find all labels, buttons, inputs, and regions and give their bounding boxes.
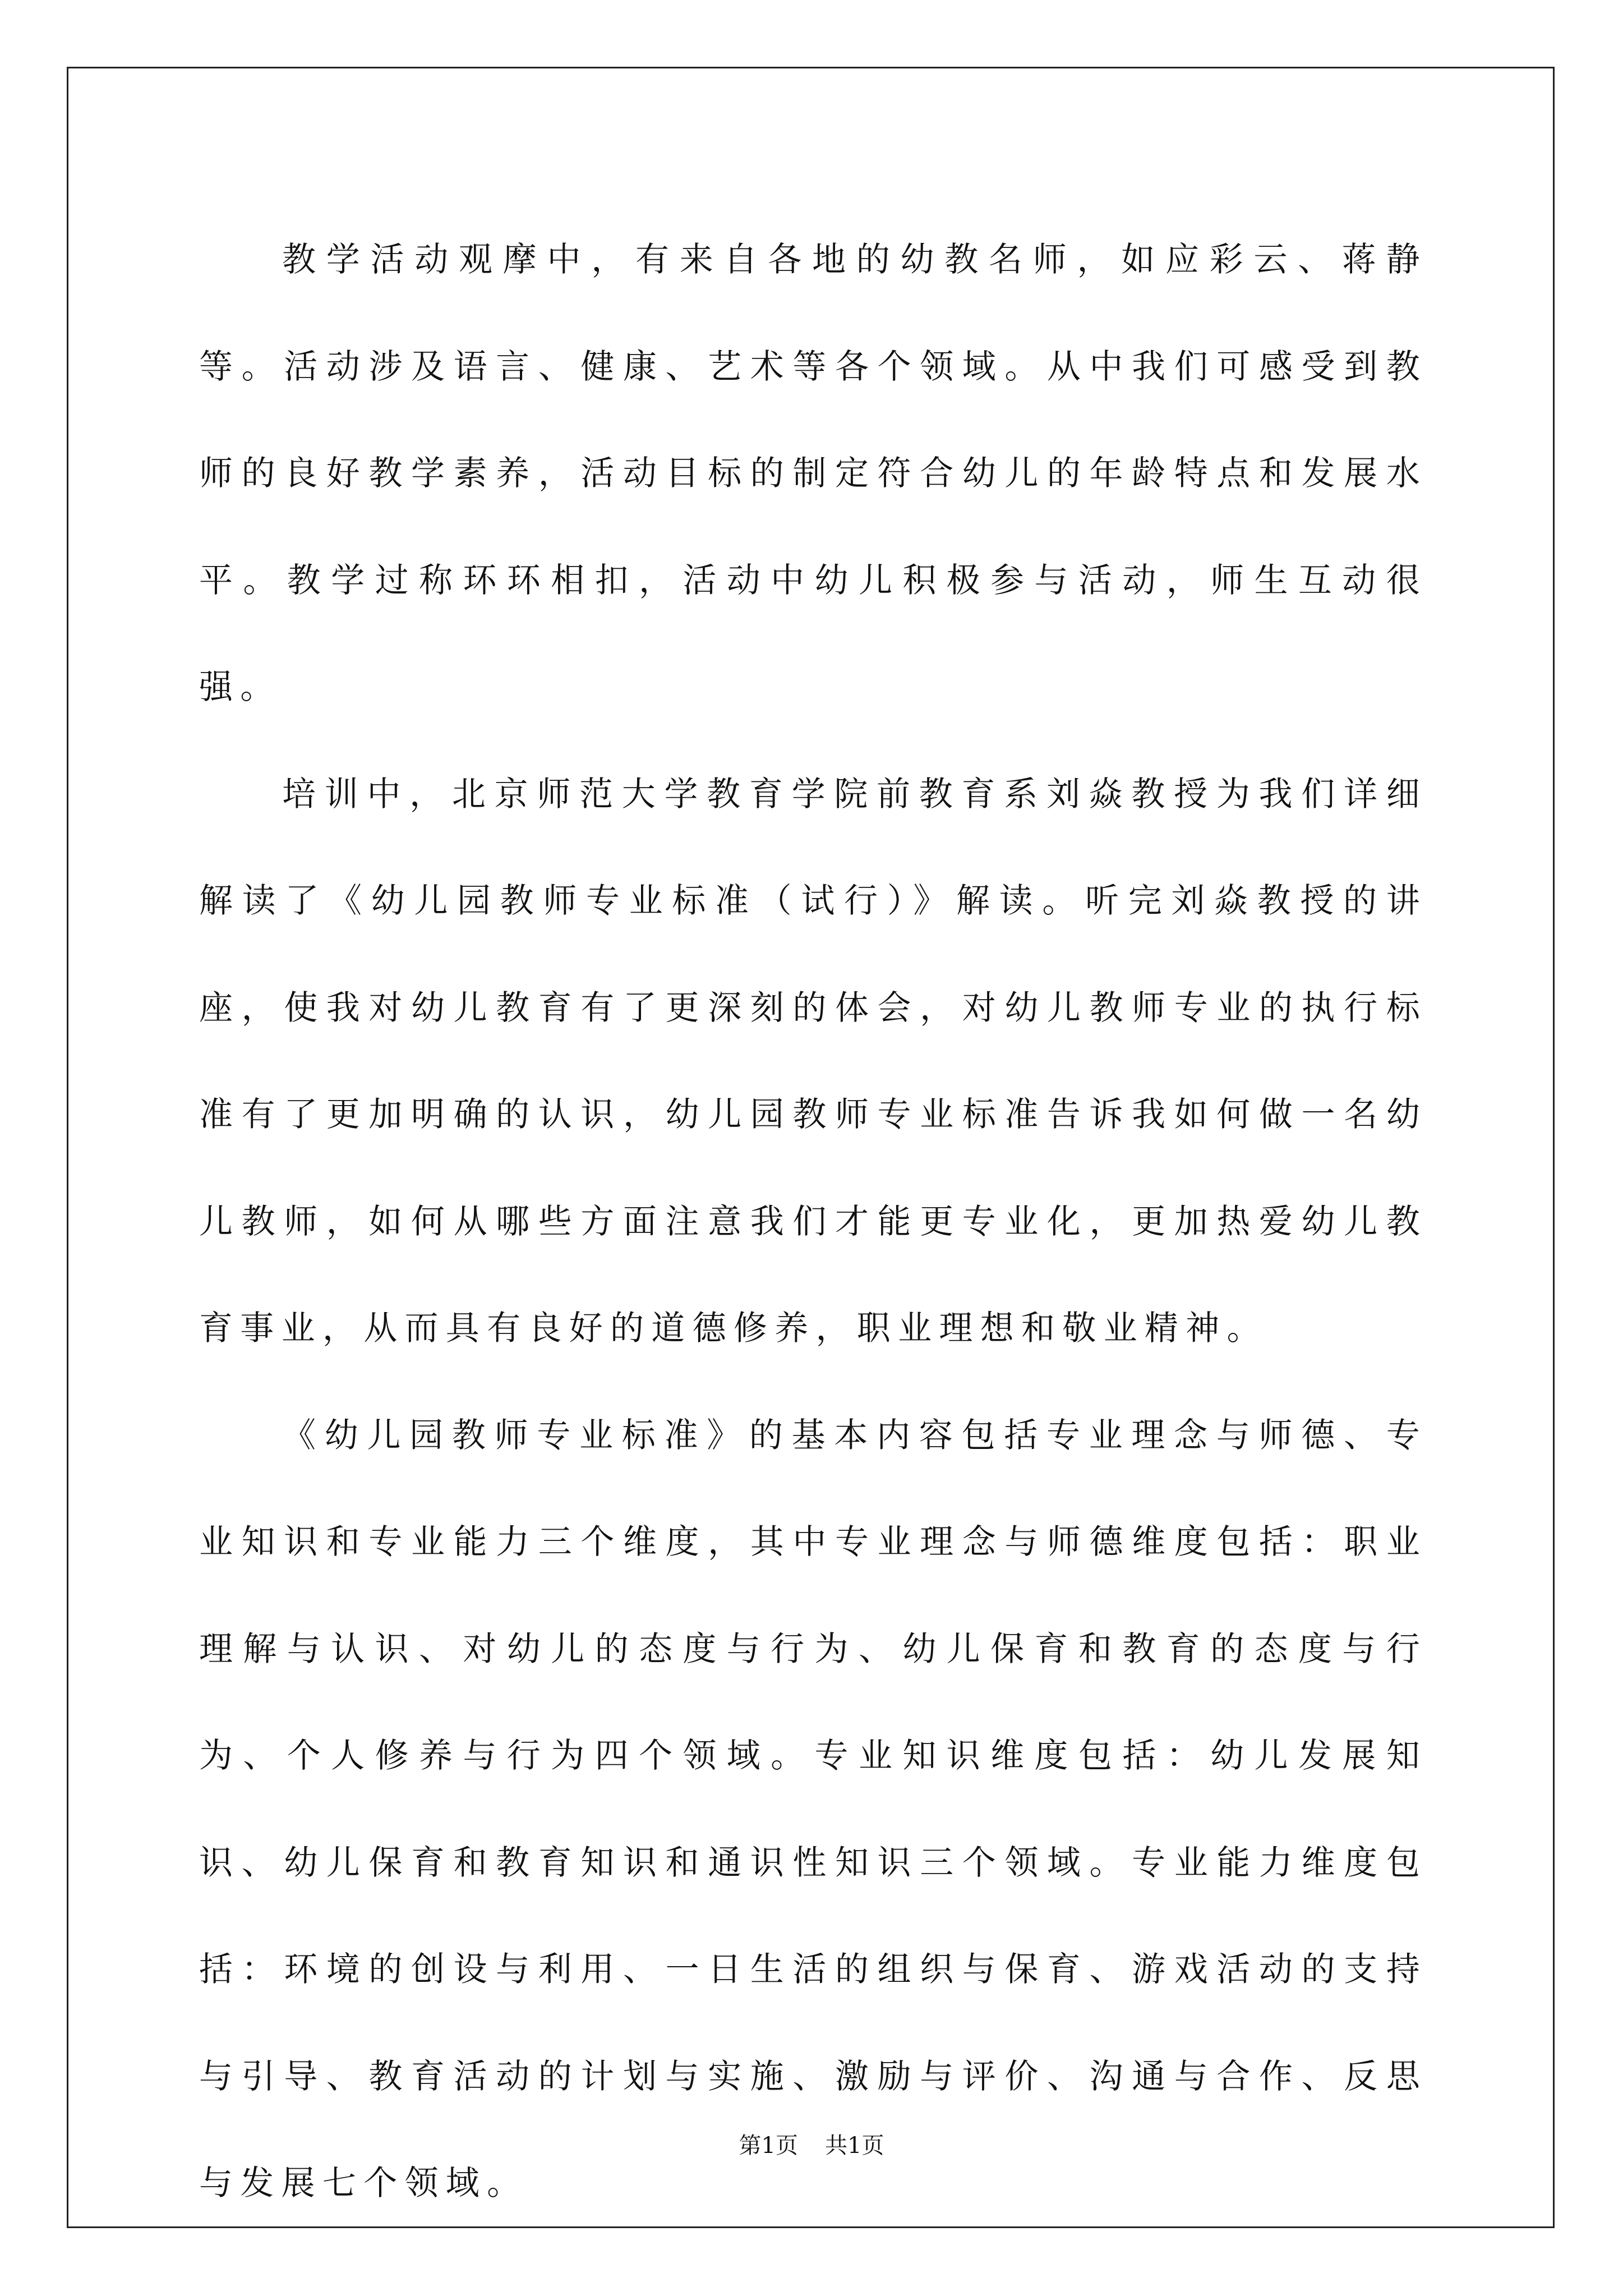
page-total: 共1页 [825, 2133, 884, 2159]
page-number: 第1页 [739, 2133, 798, 2159]
page-footer [0, 2132, 1623, 2160]
document-body [199, 206, 1427, 2237]
paragraph-standards: 《幼儿园教师专业标准》的基本内容包括专业理念与师德、专业知识和专业能力三个维度，其中专业理念与师德维度包括：职业理解与认识、对幼儿的态度与行为、幼儿保育和教育的态度与行为、个人修养与行为四个领域。专业知识维度包括：幼儿发展知识、幼儿保育和教育知识和通识性知识三个领域。专业能力维度包括：环境的创设与利用、一日生活的组织与保育、游戏活动的支持与引导、教育活动的计划与实施、激励与评价、沟通与合作、反思与发展七个领域。 [199, 1415, 1427, 2203]
paragraph-observation: 教学活动观摩中，有来自各地的幼教名师，如应彩云、蒋静等。活动涉及语言、健康、艺术等各个领域。从中我们可感受到教师的良好教学素养，活动目标的制定符合幼儿的年龄特点和发展水平。教学过称环环相扣，活动中幼儿积极参与活动，师生互动很强。 [199, 240, 1427, 707]
paragraph-training: 培训中，北京师范大学教育学院前教育系刘焱教授为我们详细解读了《幼儿园教师专业标准（试行）》解读。听完刘焱教授的讲座，使我对幼儿教育有了更深刻的体会，对幼儿教师专业的执行标准有了更加明确的认识，幼儿园教师专业标准告诉我如何做一名幼儿教师，如何从哪些方面注意我们才能更专业化，更加热爱幼儿教育事业，从而具有良好的道德修养，职业理想和敬业精神。 [199, 774, 1427, 1348]
